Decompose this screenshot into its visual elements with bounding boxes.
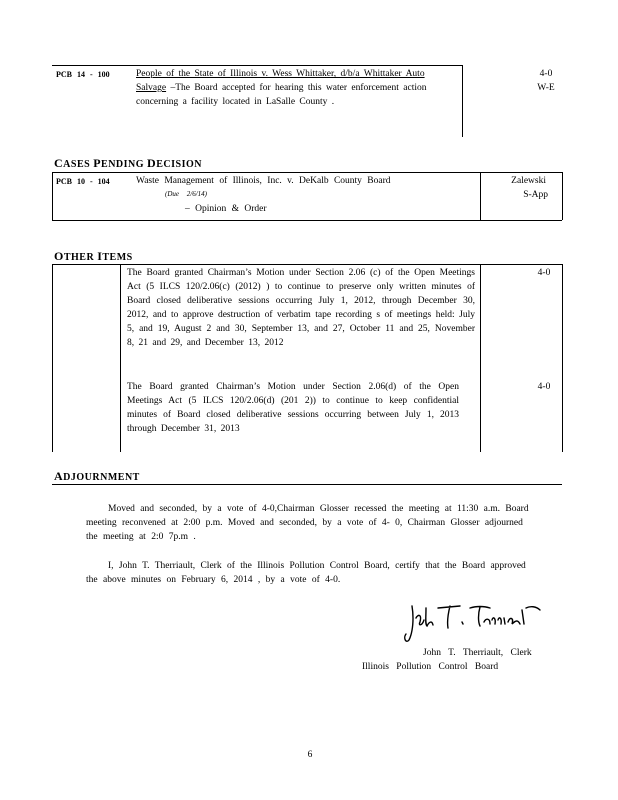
cases-pending-col-divider bbox=[480, 172, 481, 220]
top-case-right-border bbox=[462, 65, 463, 137]
other-item-1-text: The Board granted Chairman’s Motion under Section 2.06 (c) of the Open Meetings Act (5 ILCS 120/2.06(c) (2012) ) to continue to preserve only written minutes of Board closed deliberative sessions occurring July 1, 2012, through December 30, 2012, and to approve destruction of verbatim tape recording s of meetings held: July 5, and 19, August 2 and 30, September 13, and 27, October 11 and 25, November 8, 21 and 29, and December 13, 2012 bbox=[127, 268, 475, 348]
other-items-left-border bbox=[52, 264, 53, 452]
other-items-col-divider-1 bbox=[120, 264, 121, 452]
other-items-col-divider-2 bbox=[480, 264, 481, 452]
pending-case-type: S-App bbox=[523, 190, 548, 200]
top-case-title: People of the State of Illinois v. Wess Whittaker, d/b/a Whittaker Auto Salvage bbox=[136, 69, 425, 93]
adjournment-paragraph-1: Moved and seconded, by a vote of 4-0,Chairman Glosser recessed the meeting at 11:30 a.m. Board meeting reconvened at 2:00 p.m. Moved and seconded, by a vote of 4- 0, Chairman Glosser adjourned the meeting at 2:0 7p.m . bbox=[86, 504, 529, 542]
pending-case-number: PCB 10 - 104 bbox=[56, 177, 110, 186]
clerk-name-line: John T. Therriault, Clerk bbox=[423, 648, 532, 658]
top-case-description: –The Board accepted for hearing this water enforcement action concerning a facility located in LaSalle County . bbox=[136, 83, 427, 107]
other-item-1-vote: 4-0 bbox=[537, 268, 551, 278]
other-items-right-border bbox=[562, 264, 563, 452]
other-items-heading: OTHER ITEMS bbox=[54, 249, 133, 263]
top-case-type: W-E bbox=[537, 83, 555, 93]
adjournment-paragraph-2: I, John T. Therriault, Clerk of the Illinois Pollution Control Board, certify that the Board approved the above minutes on February 6, 2014 , by a vote of 4-0. bbox=[86, 561, 526, 585]
other-item-2-text: The Board granted Chairman’s Motion under Section 2.06(d) of the Open Meetings Act (5 ILCS 120/2.06(d) (201 2)) to continue to keep confidential minutes of Board closed deliberative sessions occurring between July 1, 2013 through December 31, 2013 bbox=[127, 382, 459, 434]
top-case-number: PCB 14 - 100 bbox=[56, 70, 110, 79]
cases-pending-top-rule bbox=[52, 172, 562, 173]
top-case-text bbox=[136, 67, 456, 109]
pending-case-due: (Due 2/6/14) bbox=[165, 190, 207, 198]
top-case-top-rule bbox=[52, 65, 462, 66]
signature-graphic bbox=[400, 598, 550, 646]
pending-case-member: Zalewski bbox=[511, 176, 546, 186]
top-case-vote: 4-0 bbox=[539, 69, 553, 79]
pending-case-action: – Opinion & Order bbox=[185, 204, 267, 214]
cases-pending-right-border bbox=[562, 172, 563, 220]
clerk-org-line: Illinois Pollution Control Board bbox=[362, 662, 499, 672]
other-item-2-vote: 4-0 bbox=[537, 382, 551, 392]
cases-pending-heading: CASES PENDING DECISION bbox=[54, 156, 202, 170]
cases-pending-left-border bbox=[52, 172, 53, 220]
other-items-top-rule bbox=[52, 264, 562, 265]
clerk-signature bbox=[400, 598, 550, 646]
cases-pending-bottom-rule bbox=[52, 220, 562, 221]
page-number: 6 bbox=[307, 750, 313, 760]
adjournment-rule bbox=[52, 484, 562, 485]
pending-case-title: Waste Management of Illinois, Inc. v. DeKalb County Board bbox=[136, 176, 391, 186]
adjournment-heading: ADJOURNMENT bbox=[54, 469, 140, 483]
